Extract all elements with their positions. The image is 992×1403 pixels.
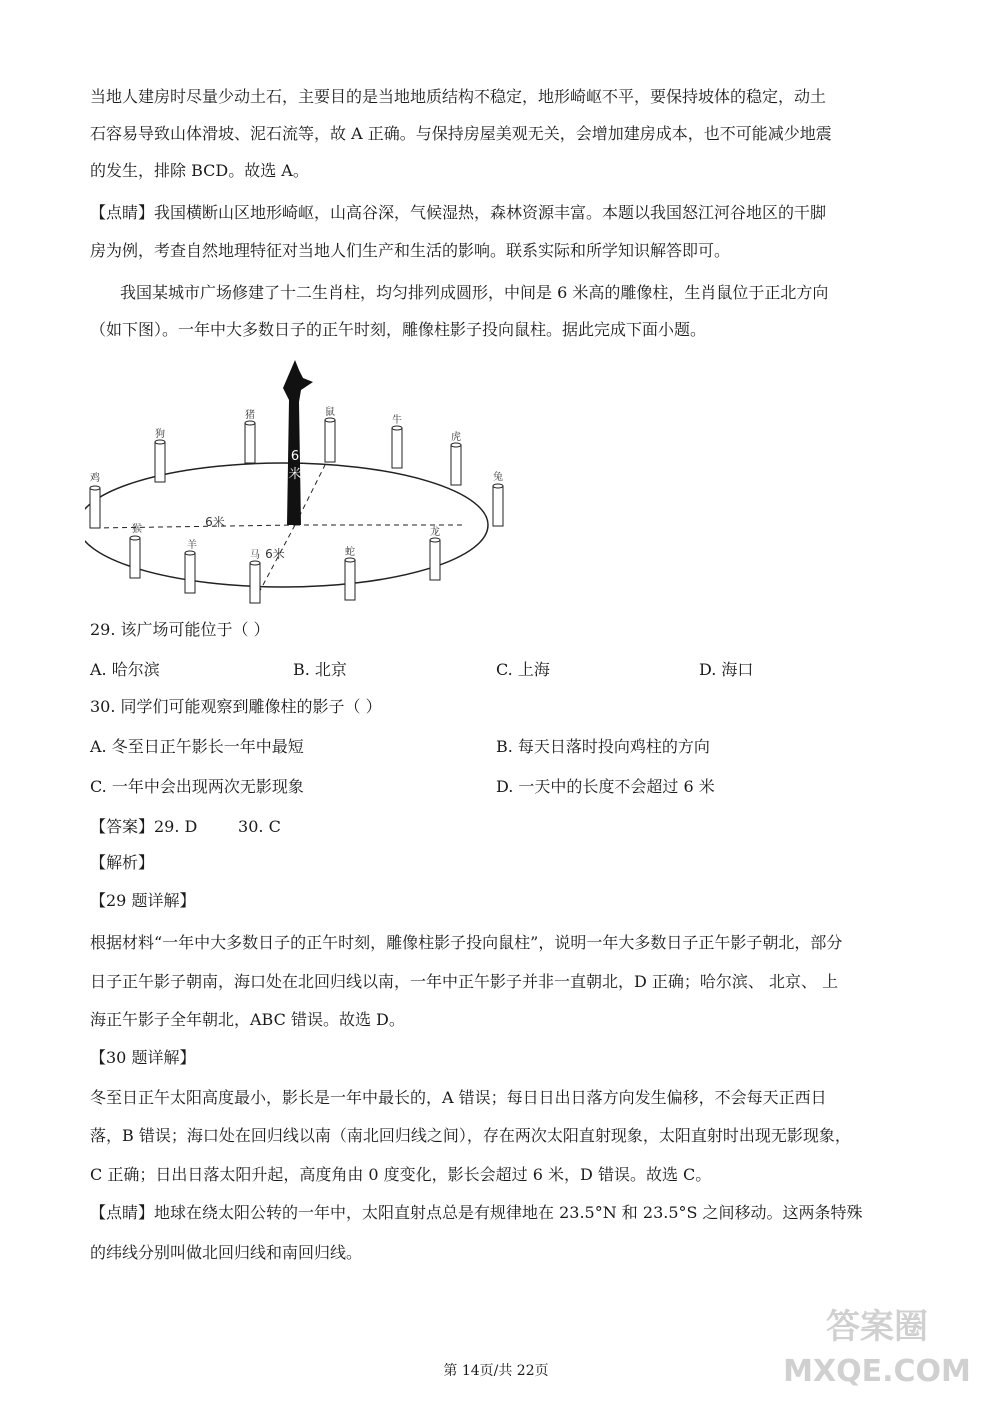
q30-option-c: C. 一年中会出现两次无影现象 bbox=[90, 777, 304, 796]
q30-option-a: A. 冬至日正午影长一年中最短 bbox=[90, 737, 304, 756]
note2-line1: 【点睛】地球在绕太阳公转的一年中，太阳直射点总是有规律地在 23.5°N 和 23.5°S 之间移动。这两条特殊 bbox=[90, 1203, 863, 1222]
q29-detail-line1: 根据材料“一年中大多数日子的正午时刻，雕像柱影子投向鼠柱”，说明一年大多数日子正午影子朝北，部分 bbox=[90, 933, 843, 952]
zodiac-label-rat: 鼠 bbox=[325, 407, 335, 418]
q29-option-b: B. 北京 bbox=[293, 660, 347, 679]
zodiac-label-rooster: 鸡 bbox=[90, 473, 100, 484]
q29-option-c: C. 上海 bbox=[496, 660, 550, 679]
intro-line2: （如下图）。一年中大多数日子的正午时刻，雕像柱影子投向鼠柱。据此完成下面小题。 bbox=[90, 320, 707, 339]
note2-line2: 的纬线分别叫做北回归线和南回归线。 bbox=[90, 1243, 363, 1262]
zodiac-label-monkey: 猴 bbox=[132, 524, 142, 535]
radius-line-front bbox=[255, 525, 295, 600]
answer-line: 【答案】29. D 30. C bbox=[90, 817, 281, 836]
zodiac-label-rabbit: 兔 bbox=[493, 472, 503, 483]
q30-detail-line3: C 正确；日出日落太阳升起，高度角由 0 度变化，影长会超过 6 米，D 错误。故选 C。 bbox=[90, 1165, 712, 1184]
svg-text:米: 米 bbox=[288, 467, 302, 482]
q29-option-d: D. 海口 bbox=[699, 660, 754, 679]
q29-detail-title: 【29 题详解】 bbox=[90, 891, 196, 910]
note1-line2: 房为例，考查自然地理特征对当地人们生产和生活的影响。联系实际和所学知识解答即可。 bbox=[90, 241, 731, 260]
q30-option-d: D. 一天中的长度不会超过 6 米 bbox=[496, 777, 715, 796]
q30-stem: 30. 同学们可能观察到雕像柱的影子（ ） bbox=[90, 697, 382, 716]
zodiac-label-ox: 牛 bbox=[392, 415, 402, 426]
zodiac-label-horse: 马 bbox=[250, 550, 260, 561]
intro-line1: 我国某城市广场修建了十二生肖柱，均匀排列成圆形，中间是 6 米高的雕像柱，生肖鼠位于正北方向 bbox=[120, 283, 829, 302]
zodiac-label-tiger: 虎 bbox=[451, 432, 461, 443]
zodiac-label-snake: 蛇 bbox=[345, 547, 355, 558]
q30-detail-title: 【30 题详解】 bbox=[90, 1048, 196, 1067]
radius-line-left bbox=[95, 525, 295, 528]
analysis-title: 【解析】 bbox=[90, 853, 155, 872]
radius-label-front: 6米 bbox=[265, 547, 285, 561]
zodiac-label-dragon: 龙 bbox=[430, 527, 440, 538]
watermark-logo-text: 答案圈 bbox=[826, 1307, 928, 1347]
watermark-url: MXQE.COM bbox=[783, 1354, 971, 1389]
watermark-logo bbox=[782, 1293, 972, 1393]
q29-stem: 29. 该广场可能位于（ ） bbox=[90, 620, 270, 639]
zodiac-label-goat: 羊 bbox=[187, 540, 197, 551]
note1-line1: 【点睛】我国横断山区地形崎岖，山高谷深，气候湿热，森林资源丰富。本题以我国怒江河谷地区的干脚 bbox=[90, 203, 827, 222]
q30-detail-line2: 落，B 错误；海口处在回归线以南（南北回归线之间），存在两次太阳直射现象，太阳直射时出现无影现象， bbox=[90, 1126, 851, 1145]
statue-height-label: 6 bbox=[290, 449, 300, 464]
q29-option-a: A. 哈尔滨 bbox=[90, 660, 160, 679]
q30-option-b: B. 每天日落时投向鸡柱的方向 bbox=[496, 737, 710, 756]
page-footer: 第 14页/共 22页 bbox=[443, 1363, 549, 1379]
statue-pillar bbox=[283, 360, 313, 525]
q30-detail-line1: 冬至日正午太阳高度最小，影长是一年中最长的，A 错误；每日日出日落方向发生偏移，不会每天正西日 bbox=[90, 1088, 827, 1107]
zodiac-label-pig: 猪 bbox=[245, 410, 255, 421]
q29-detail-line3: 海正午影子全年朝北，ABC 错误。故选 D。 bbox=[90, 1010, 405, 1029]
zodiac-label-dog: 狗 bbox=[155, 429, 165, 440]
zodiac-pillar-diagram bbox=[85, 360, 525, 610]
para1-line3: 的发生，排除 BCD。故选 A。 bbox=[90, 161, 309, 180]
radius-label-left: 6米 bbox=[205, 515, 225, 529]
q29-detail-line2: 日子正午影子朝南，海口处在北回归线以南，一年中正午影子并非一直朝北，D 正确；哈尔滨、 北京、 上 bbox=[90, 972, 839, 991]
para1-line2: 石容易导致山体滑坡、泥石流等，故 A 正确。与保持房屋美观无关，会增加建房成本，也不可能减少地震 bbox=[90, 124, 832, 143]
para1-line1: 当地人建房时尽量少动土石，主要目的是当地地质结构不稳定，地形崎岖不平，要保持坡体的稳定，动土 bbox=[90, 87, 827, 106]
